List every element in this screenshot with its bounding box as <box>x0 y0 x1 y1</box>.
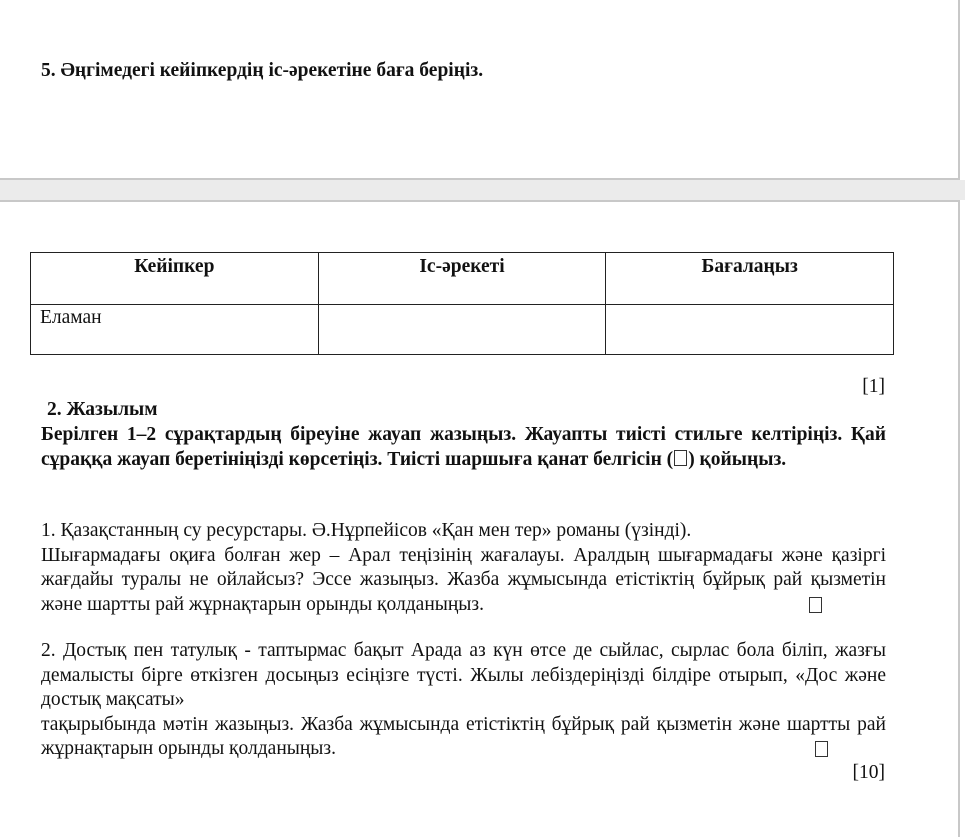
option-1-title: 1. Қазақстанның су ресурстары. Ә.Нұрпейісов «Қан мен тер» романы (үзінді). <box>41 520 692 541</box>
instruction-text-b: ) қойыңыз. <box>688 448 787 470</box>
table-row <box>31 305 894 355</box>
page-gap <box>0 180 965 200</box>
option-1 <box>41 519 886 617</box>
option-1-checkbox[interactable] <box>809 597 822 613</box>
page-top <box>0 0 960 180</box>
option-2-checkbox[interactable] <box>815 741 828 757</box>
option-2-body-2: тақырыбында мәтін жазыңыз. Жазба жұмысында етістіктің бұйрық рай қызметін және шартты рай жұрнақтарын орынды қолданыңыз. <box>41 713 886 759</box>
section-title: 2. Жазылым <box>47 399 158 420</box>
question-5: 5. Әңгімедегі кейіпкердің іс-әрекетіне баға беріңіз. <box>41 60 484 81</box>
checkbox-symbol-icon <box>674 450 687 466</box>
option-2-body: 2. Достық пен татулық - таптырмас бақыт Арада аз күн өтсе де сыйлас, сырлас бола біліп, жазғы демалысты бірге өткізген досыңыз есіңізге түсті. Жылы лебіздеріңізді білдіре отырып, «Дос және достық мақсаты» <box>41 640 886 710</box>
option-1-body: Шығармадағы оқиға болған жер – Арал теңізінің жағалауы. Аралдың шығармадағы және қазіргі жағдайы туралы не ойлайсыз? Эссе жазыңыз. Жазба жұмысында етістіктің бұйрық рай қызметін және шартты рай жұрнақтарын орынды қолданыңыз. <box>41 544 886 615</box>
instructions <box>41 423 886 472</box>
cell-evaluate[interactable] <box>606 305 894 355</box>
header-action: Іс-әрекеті <box>318 253 606 305</box>
cell-character: Еламан <box>31 305 319 355</box>
instruction-text-a: Берілген 1–2 сұрақтардың біреуіне жауап жазыңыз. Жауапты тиісті стильге келтіріңіз. Қай сұраққа жауап беретініңізді көрсетіңіз. Тиісті шаршыға қанат белгісін ( <box>41 424 886 470</box>
cell-action[interactable] <box>318 305 606 355</box>
score-1: [1] <box>862 376 885 397</box>
option-2 <box>41 639 886 762</box>
character-table <box>30 252 894 355</box>
table-header-row <box>31 253 894 305</box>
score-10: [10] <box>852 762 885 783</box>
header-evaluate: Бағалаңыз <box>606 253 894 305</box>
header-character: Кейіпкер <box>31 253 319 305</box>
page-bottom <box>0 200 960 837</box>
